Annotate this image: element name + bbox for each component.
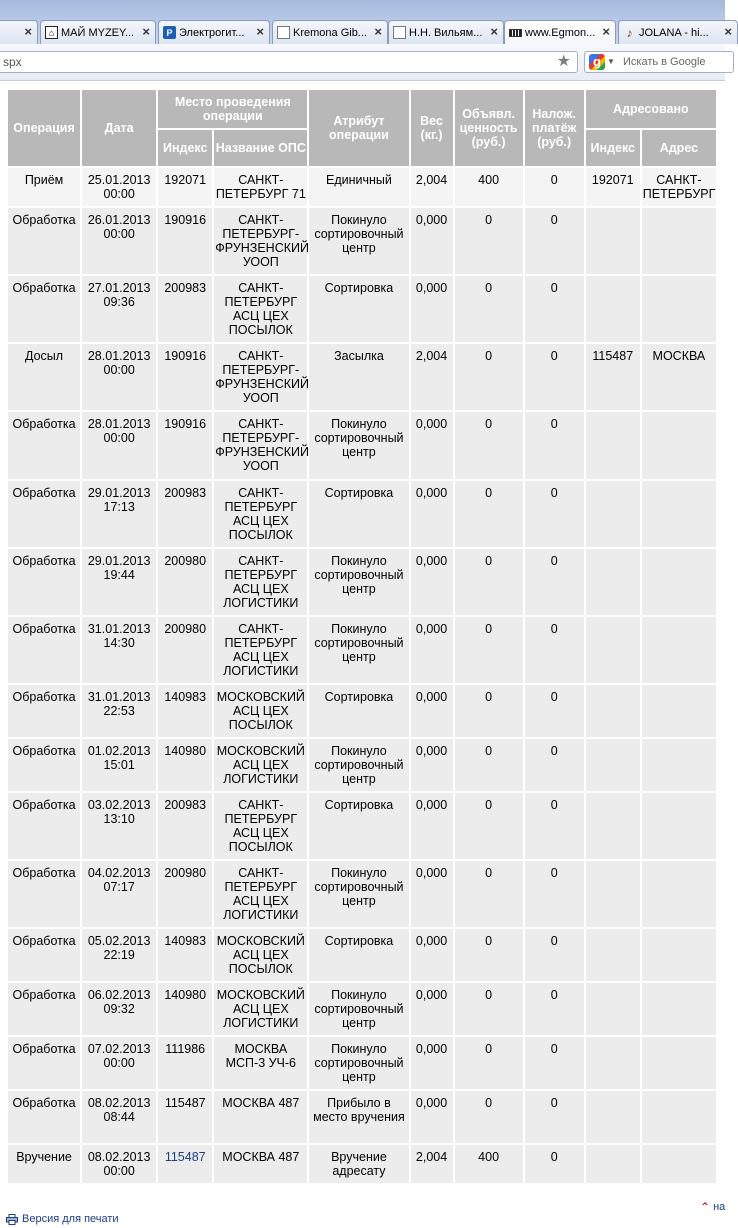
cell-index — [158, 1145, 212, 1183]
time-value: 22:19 — [103, 948, 135, 962]
cell-ops-name: САНКТ-ПЕТЕРБУРГ АСЦ ЦЕХ ЛОГИСТИКИ — [214, 861, 307, 927]
cell-address — [642, 1145, 716, 1183]
cell-date — [82, 1091, 156, 1143]
cell-declared-value: 0 — [455, 739, 523, 791]
cell-weight: 0,000 — [411, 412, 453, 479]
date-value: 31.01.2013 — [87, 690, 151, 704]
cell-weight: 0,000 — [411, 276, 453, 342]
cell-addr-index — [586, 549, 640, 615]
date-value: 31.01.2013 — [87, 622, 151, 636]
time-value: 00:00 — [103, 1164, 135, 1178]
cell-addr-index — [586, 412, 640, 479]
p-logo-icon: P — [163, 26, 176, 39]
cell-operation: Обработка — [8, 412, 80, 479]
header-attribute: Атрибут операции — [309, 90, 408, 166]
date-value: 03.02.2013 — [87, 798, 151, 812]
time-value: 00:00 — [103, 431, 135, 445]
date-value: 01.02.2013 — [87, 744, 151, 758]
cell-operation: Обработка — [8, 739, 80, 791]
browser-tab[interactable] — [272, 20, 388, 44]
museum-icon: ⌂ — [45, 26, 58, 39]
cell-addr-index — [586, 481, 640, 547]
print-version-label: Версия для печати — [22, 1213, 119, 1225]
to-top-label: на — [713, 1201, 726, 1213]
search-placeholder: Искать в Google — [623, 56, 706, 68]
time-value: 00:00 — [103, 1056, 135, 1070]
address-bar[interactable] — [0, 51, 578, 73]
to-top-link[interactable] — [700, 1200, 725, 1214]
table-row — [8, 344, 716, 410]
tab-label: JOLANA - hi... — [639, 26, 709, 39]
cell-addr-index — [586, 793, 640, 859]
header-declared-value: Объявл. ценность (руб.) — [455, 90, 523, 166]
date-value: 07.02.2013 — [87, 1042, 151, 1056]
table-row — [8, 929, 716, 981]
cell-date — [82, 617, 156, 683]
time-value: 14:30 — [103, 636, 135, 650]
cell-cod: 0 — [525, 1091, 584, 1143]
cell-ops-name: САНКТ-ПЕТЕРБУРГ-ФРУНЗЕНСКИЙ УООП — [214, 344, 307, 410]
table-row — [8, 983, 716, 1035]
cell-declared-value: 0 — [455, 549, 523, 615]
up-arrow-icon: ⌃ — [700, 1200, 711, 1214]
browser-tab[interactable] — [618, 20, 738, 44]
search-box[interactable] — [584, 51, 734, 73]
cell-date — [82, 861, 156, 927]
tab-label: Н.Н. Вильям... — [409, 26, 483, 39]
cell-address — [642, 412, 716, 479]
cell-addr-index — [586, 739, 640, 791]
cell-attribute: Прибыло в место вручения — [309, 1091, 408, 1143]
cell-addr-index — [586, 983, 640, 1035]
document-icon — [277, 26, 290, 39]
cell-addr-index — [586, 208, 640, 274]
cell-attribute: Покинуло сортировочный центр — [309, 983, 408, 1035]
browser-tab[interactable] — [40, 20, 156, 44]
document-icon — [393, 26, 406, 39]
cell-index: 140980 — [158, 983, 212, 1035]
dropdown-arrow-icon[interactable]: ▼ — [607, 57, 615, 66]
tab-label: Электрогит... — [179, 26, 245, 39]
cell-date — [82, 168, 156, 206]
cell-operation: Обработка — [8, 617, 80, 683]
cell-index: 140983 — [158, 929, 212, 981]
print-version-link[interactable] — [6, 1212, 119, 1226]
table-row — [8, 793, 716, 859]
header-date: Дата — [82, 90, 156, 166]
cell-index: 192071 — [158, 168, 212, 206]
cell-weight: 0,000 — [411, 983, 453, 1035]
cell-declared-value: 0 — [455, 276, 523, 342]
header-addressed: Адресовано — [586, 90, 716, 128]
cell-declared-value: 0 — [455, 685, 523, 737]
cell-ops-name: МОСКВА МСП-3 УЧ-6 — [214, 1037, 307, 1089]
cell-declared-value: 0 — [455, 1037, 523, 1089]
table-row — [8, 412, 716, 479]
table-row — [8, 1145, 716, 1183]
cell-index: 111986 — [158, 1037, 212, 1089]
cell-date — [82, 481, 156, 547]
cell-operation: Обработка — [8, 861, 80, 927]
date-value: 06.02.2013 — [87, 988, 151, 1002]
cell-ops-name: МОСКОВСКИЙ АСЦ ЦЕХ ЛОГИСТИКИ — [214, 739, 307, 791]
cell-index: 200980 — [158, 617, 212, 683]
cell-cod: 0 — [525, 1037, 584, 1089]
header-operation: Операция — [8, 90, 80, 166]
close-tab-icon[interactable]: × — [490, 24, 498, 39]
date-value: 29.01.2013 — [87, 486, 151, 500]
cell-attribute: Сортировка — [309, 793, 408, 859]
tab-label: МАЙ MYZEY... — [61, 26, 135, 39]
date-value: 27.01.2013 — [87, 281, 151, 295]
cell-ops-name: САНКТ-ПЕТЕРБУРГ-ФРУНЗЕНСКИЙ УООП — [214, 208, 307, 274]
cell-weight: 0,000 — [411, 861, 453, 927]
cell-addr-index — [586, 929, 640, 981]
cell-date — [82, 983, 156, 1035]
cell-weight: 0,000 — [411, 1091, 453, 1143]
cell-attribute: Покинуло сортировочный центр — [309, 861, 408, 927]
cell-operation: Обработка — [8, 1091, 80, 1143]
cell-declared-value: 0 — [455, 983, 523, 1035]
time-value: 09:32 — [103, 1002, 135, 1016]
cell-address — [642, 793, 716, 859]
cell-attribute: Сортировка — [309, 276, 408, 342]
cell-attribute: Покинуло сортировочный центр — [309, 739, 408, 791]
cell-ops-name: САНКТ-ПЕТЕРБУРГ АСЦ ЦЕХ ЛОГИСТИКИ — [214, 549, 307, 615]
cell-address — [642, 685, 716, 737]
cell-operation: Обработка — [8, 983, 80, 1035]
cell-addr-index — [586, 276, 640, 342]
cell-attribute: Покинуло сортировочный центр — [309, 208, 408, 274]
cell-ops-name: САНКТ-ПЕТЕРБУРГ-ФРУНЗЕНСКИЙ УООП — [214, 412, 307, 479]
cell-cod: 0 — [525, 983, 584, 1035]
table-row — [8, 861, 716, 927]
cell-date — [82, 549, 156, 615]
cell-weight: 2,004 — [411, 1145, 453, 1183]
cell-addr-index — [586, 1145, 640, 1183]
cell-declared-value: 0 — [455, 412, 523, 479]
cell-address — [642, 208, 716, 274]
browser-tab-strip — [0, 0, 732, 44]
browser-toolbar — [0, 44, 725, 81]
cell-addr-index — [586, 685, 640, 737]
cell-addr-index — [586, 861, 640, 927]
cell-address — [642, 1037, 716, 1089]
time-value: 22:53 — [103, 704, 135, 718]
cell-operation: Обработка — [8, 929, 80, 981]
tab-label: Kremona Gib... — [293, 26, 367, 39]
date-value: 05.02.2013 — [87, 934, 151, 948]
cell-addr-index — [586, 617, 640, 683]
cell-declared-value: 0 — [455, 344, 523, 410]
header-index: Индекс — [158, 130, 212, 166]
time-value: 00:00 — [103, 227, 135, 241]
cell-cod: 0 — [525, 168, 584, 206]
guitar-icon: ♪ — [626, 25, 633, 40]
cell-declared-value: 0 — [455, 861, 523, 927]
cell-operation: Досыл — [8, 344, 80, 410]
cell-date — [82, 276, 156, 342]
date-value: 26.01.2013 — [87, 213, 151, 227]
table-row — [8, 276, 716, 342]
browser-tab[interactable] — [388, 20, 504, 44]
cell-declared-value: 400 — [455, 168, 523, 206]
time-value: 13:10 — [103, 812, 135, 826]
close-tab-icon[interactable]: × — [24, 24, 32, 39]
table-row — [8, 1037, 716, 1089]
cell-cod: 0 — [525, 344, 584, 410]
table-row — [8, 549, 716, 615]
cell-operation: Приём — [8, 168, 80, 206]
printer-icon — [6, 1214, 18, 1225]
header-cod: Налож. платёж (руб.) — [525, 90, 584, 166]
cell-attribute: Вручение адресату — [309, 1145, 408, 1183]
cell-address — [642, 983, 716, 1035]
cell-address: МОСКВА — [642, 344, 716, 410]
cell-attribute: Сортировка — [309, 481, 408, 547]
date-value: 04.02.2013 — [87, 866, 151, 880]
date-value: 25.01.2013 — [87, 173, 151, 187]
cell-declared-value: 0 — [455, 617, 523, 683]
table-row — [8, 1091, 716, 1143]
cell-declared-value: 0 — [455, 793, 523, 859]
date-value: 29.01.2013 — [87, 554, 151, 568]
cell-ops-name: МОСКВА 487 — [214, 1145, 307, 1183]
google-icon[interactable]: g — [589, 54, 605, 70]
cell-addr-index: 115487 — [586, 344, 640, 410]
cell-ops-name: САНКТ-ПЕТЕРБУРГ АСЦ ЦЕХ ПОСЫЛОК — [214, 793, 307, 859]
cell-operation: Обработка — [8, 208, 80, 274]
cell-weight: 0,000 — [411, 929, 453, 981]
cell-date — [82, 929, 156, 981]
header-address: Адрес — [642, 130, 716, 166]
cell-attribute: Единичный — [309, 168, 408, 206]
cell-address — [642, 1091, 716, 1143]
cell-weight: 0,000 — [411, 1037, 453, 1089]
cell-attribute: Сортировка — [309, 929, 408, 981]
cell-attribute: Покинуло сортировочный центр — [309, 617, 408, 683]
bookmark-star-icon[interactable]: ★ — [556, 53, 571, 70]
time-value: 00:00 — [103, 363, 135, 377]
cell-attribute: Покинуло сортировочный центр — [309, 549, 408, 615]
table-row — [8, 617, 716, 683]
cell-attribute: Покинуло сортировочный центр — [309, 412, 408, 479]
time-value: 08:44 — [103, 1110, 135, 1124]
cell-address — [642, 739, 716, 791]
cell-weight: 0,000 — [411, 617, 453, 683]
table-row — [8, 481, 716, 547]
cell-operation: Обработка — [8, 793, 80, 859]
cell-address — [642, 861, 716, 927]
cell-cod: 0 — [525, 1145, 584, 1183]
table-row — [8, 685, 716, 737]
egmond-logo-icon — [509, 29, 522, 37]
cell-operation: Вручение — [8, 1145, 80, 1183]
cell-declared-value: 400 — [455, 1145, 523, 1183]
cell-date — [82, 793, 156, 859]
cell-address — [642, 549, 716, 615]
cell-address — [642, 276, 716, 342]
cell-addr-index — [586, 1091, 640, 1143]
time-value: 19:44 — [103, 568, 135, 582]
cell-operation: Обработка — [8, 1037, 80, 1089]
cell-address — [642, 617, 716, 683]
cell-operation: Обработка — [8, 481, 80, 547]
cell-index: 200980 — [158, 549, 212, 615]
cell-index: 140983 — [158, 685, 212, 737]
cell-index: 115487 — [158, 1091, 212, 1143]
cell-index: 200983 — [158, 481, 212, 547]
close-tab-icon[interactable]: × — [602, 24, 610, 39]
cell-cod: 0 — [525, 549, 584, 615]
cell-weight: 0,000 — [411, 685, 453, 737]
cell-date — [82, 344, 156, 410]
cell-ops-name: САНКТ-ПЕТЕРБУРГ АСЦ ЦЕХ ЛОГИСТИКИ — [214, 617, 307, 683]
cell-operation: Обработка — [8, 276, 80, 342]
cell-date — [82, 1145, 156, 1183]
browser-tab[interactable] — [158, 20, 270, 44]
date-value: 28.01.2013 — [87, 349, 151, 363]
cell-weight: 0,000 — [411, 549, 453, 615]
cell-weight: 0,000 — [411, 481, 453, 547]
header-ops-name: Название ОПС — [214, 130, 307, 166]
address-text: spx — [3, 55, 22, 69]
cell-weight: 0,000 — [411, 793, 453, 859]
cell-ops-name: МОСКВА 487 — [214, 1091, 307, 1143]
close-tab-icon[interactable]: × — [256, 24, 264, 39]
cell-index: 190916 — [158, 208, 212, 274]
index-link[interactable]: 115487 — [164, 1150, 206, 1164]
table-body — [8, 168, 716, 1183]
cell-index: 140980 — [158, 739, 212, 791]
cell-index: 200983 — [158, 793, 212, 859]
cell-ops-name: МОСКОВСКИЙ АСЦ ЦЕХ ПОСЫЛОК — [214, 685, 307, 737]
cell-weight: 0,000 — [411, 739, 453, 791]
cell-operation: Обработка — [8, 685, 80, 737]
time-value: 15:01 — [103, 758, 135, 772]
cell-address — [642, 929, 716, 981]
cell-cod: 0 — [525, 412, 584, 479]
cell-cod: 0 — [525, 685, 584, 737]
cell-weight: 2,004 — [411, 344, 453, 410]
cell-ops-name: МОСКОВСКИЙ АСЦ ЦЕХ ЛОГИСТИКИ — [214, 983, 307, 1035]
cell-date — [82, 412, 156, 479]
cell-cod: 0 — [525, 208, 584, 274]
table-row — [8, 208, 716, 274]
cell-date — [82, 208, 156, 274]
cell-cod: 0 — [525, 739, 584, 791]
close-tab-icon[interactable]: × — [374, 24, 382, 39]
cell-attribute: Сортировка — [309, 685, 408, 737]
date-value: 08.02.2013 — [87, 1096, 151, 1110]
cell-addr-index — [586, 1037, 640, 1089]
date-value: 08.02.2013 — [87, 1150, 151, 1164]
cell-declared-value: 0 — [455, 929, 523, 981]
cell-address: САНКТ-ПЕТЕРБУРГ — [642, 168, 716, 206]
cell-index: 200980 — [158, 861, 212, 927]
cell-index: 190916 — [158, 412, 212, 479]
cell-declared-value: 0 — [455, 1091, 523, 1143]
cell-addr-index: 192071 — [586, 168, 640, 206]
cell-date — [82, 739, 156, 791]
browser-tab[interactable] — [504, 20, 616, 44]
cell-cod: 0 — [525, 481, 584, 547]
cell-cod: 0 — [525, 861, 584, 927]
browser-tab[interactable] — [0, 20, 38, 44]
cell-declared-value: 0 — [455, 208, 523, 274]
header-addr-index: Индекс — [586, 130, 640, 166]
cell-date — [82, 1037, 156, 1089]
table-row — [8, 739, 716, 791]
cell-operation: Обработка — [8, 549, 80, 615]
cell-cod: 0 — [525, 793, 584, 859]
header-weight: Вес (кг.) — [411, 90, 453, 166]
cell-ops-name: МОСКОВСКИЙ АСЦ ЦЕХ ПОСЫЛОК — [214, 929, 307, 981]
cell-cod: 0 — [525, 617, 584, 683]
cell-index: 190916 — [158, 344, 212, 410]
cell-declared-value: 0 — [455, 481, 523, 547]
cell-cod: 0 — [525, 929, 584, 981]
tracking-history-table — [6, 88, 718, 1185]
date-value: 28.01.2013 — [87, 417, 151, 431]
time-value: 17:13 — [103, 500, 135, 514]
close-tab-icon[interactable]: × — [724, 24, 732, 39]
cell-ops-name: САНКТ-ПЕТЕРБУРГ АСЦ ЦЕХ ПОСЫЛОК — [214, 276, 307, 342]
cell-index: 200983 — [158, 276, 212, 342]
cell-weight: 2,004 — [411, 168, 453, 206]
cell-weight: 0,000 — [411, 208, 453, 274]
cell-attribute: Покинуло сортировочный центр — [309, 1037, 408, 1089]
header-place: Место проведения операции — [158, 90, 307, 128]
cell-cod: 0 — [525, 276, 584, 342]
time-value: 07:17 — [103, 880, 135, 894]
cell-attribute: Засылка — [309, 344, 408, 410]
cell-ops-name: САНКТ-ПЕТЕРБУРГ АСЦ ЦЕХ ПОСЫЛОК — [214, 481, 307, 547]
time-value: 09:36 — [103, 295, 135, 309]
cell-ops-name: САНКТ-ПЕТЕРБУРГ 71 — [214, 168, 307, 206]
cell-address — [642, 481, 716, 547]
table-row — [8, 168, 716, 206]
close-tab-icon[interactable]: × — [142, 24, 150, 39]
cell-date — [82, 685, 156, 737]
time-value: 00:00 — [103, 187, 135, 201]
tab-label: www.Egmon... — [525, 26, 596, 39]
